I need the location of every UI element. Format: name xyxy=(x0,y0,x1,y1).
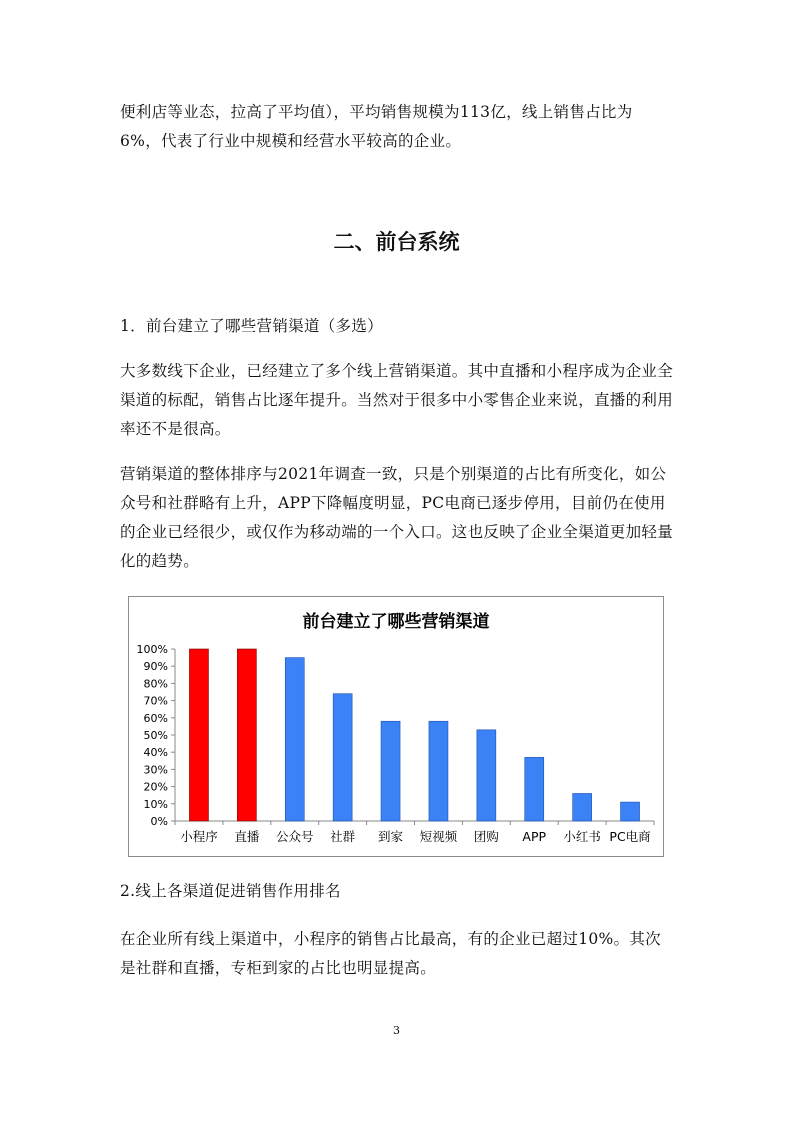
chart-title: 前台建立了哪些营销渠道 xyxy=(302,612,490,632)
x-tick-label: 小程序 xyxy=(180,829,218,844)
bar-chart xyxy=(128,596,664,857)
y-tick-label: 80% xyxy=(143,677,168,691)
x-tick-label: 短视频 xyxy=(419,829,458,844)
bar xyxy=(333,694,352,821)
x-tick-label: PC电商 xyxy=(609,829,651,844)
x-tick-label: 小红书 xyxy=(563,829,601,844)
x-tick-label: 社群 xyxy=(330,829,356,844)
x-tick-label: 团购 xyxy=(473,829,499,844)
section-title: 二、前台系统 xyxy=(333,230,460,254)
x-tick-label: APP xyxy=(522,829,547,844)
y-tick-label: 100% xyxy=(136,643,168,656)
y-tick-label: 60% xyxy=(143,711,168,725)
bar xyxy=(429,721,448,821)
bar xyxy=(285,658,304,821)
bar-layer xyxy=(189,649,639,821)
y-tick-label: 90% xyxy=(143,660,168,674)
paragraph-continued xyxy=(120,98,676,156)
y-tick-label: 20% xyxy=(143,780,168,794)
bar xyxy=(621,802,640,821)
bar xyxy=(525,757,544,821)
y-tick-label: 50% xyxy=(143,729,168,742)
x-tick-label: 公众号 xyxy=(275,829,314,844)
x-tick-label: 到家 xyxy=(378,829,404,844)
y-tick-label: 10% xyxy=(143,797,168,811)
text-line: 6%，代表了行业中规模和经营水平较高的企业。 xyxy=(120,132,462,150)
question-2-paragraph: 在企业所有线上渠道中，小程序的销售占比最高，有的企业已超过10%。其次是社群和直播，专柜到家的占比也明显提高。 xyxy=(120,930,661,977)
bar-chart-svg xyxy=(129,597,663,856)
question-1-paragraph-2: 营销渠道的整体排序与2021年调查一致，只是个别渠道的占比有所变化，如公众号和社群略有上升，APP下降幅度明显，PC电商已逐步停用，目前仍在使用的企业已经很少，或仅作为移动端的一个入口。这也反映了企业全渠道更加轻量化的趋势。 xyxy=(120,465,674,570)
y-tick-label: 70% xyxy=(143,694,168,708)
x-tick-label: 直播 xyxy=(234,829,260,844)
question-1-paragraph-1: 大多数线下企业，已经建立了多个线上营销渠道。其中直播和小程序成为企业全渠道的标配，销售占比逐年提升。当然对于很多中小零售企业来说，直播的利用率还不是很高。 xyxy=(120,362,674,438)
bar xyxy=(477,730,496,821)
question-1-title: 1．前台建立了哪些营销渠道（多选） xyxy=(120,317,383,335)
question-2-title: 2.线上各渠道促进销售作用排名 xyxy=(120,882,341,900)
page-number: 3 xyxy=(393,1024,400,1037)
bar xyxy=(189,649,208,821)
y-tick-label: 0% xyxy=(150,815,168,828)
y-tick-label: 40% xyxy=(143,746,168,760)
bar xyxy=(381,721,400,821)
bar xyxy=(573,793,592,821)
y-tick-label: 30% xyxy=(143,763,168,777)
text-line: 便利店等业态，拉高了平均值），平均销售规模为113亿，线上销售占比为 xyxy=(120,103,633,121)
bar xyxy=(237,649,256,821)
